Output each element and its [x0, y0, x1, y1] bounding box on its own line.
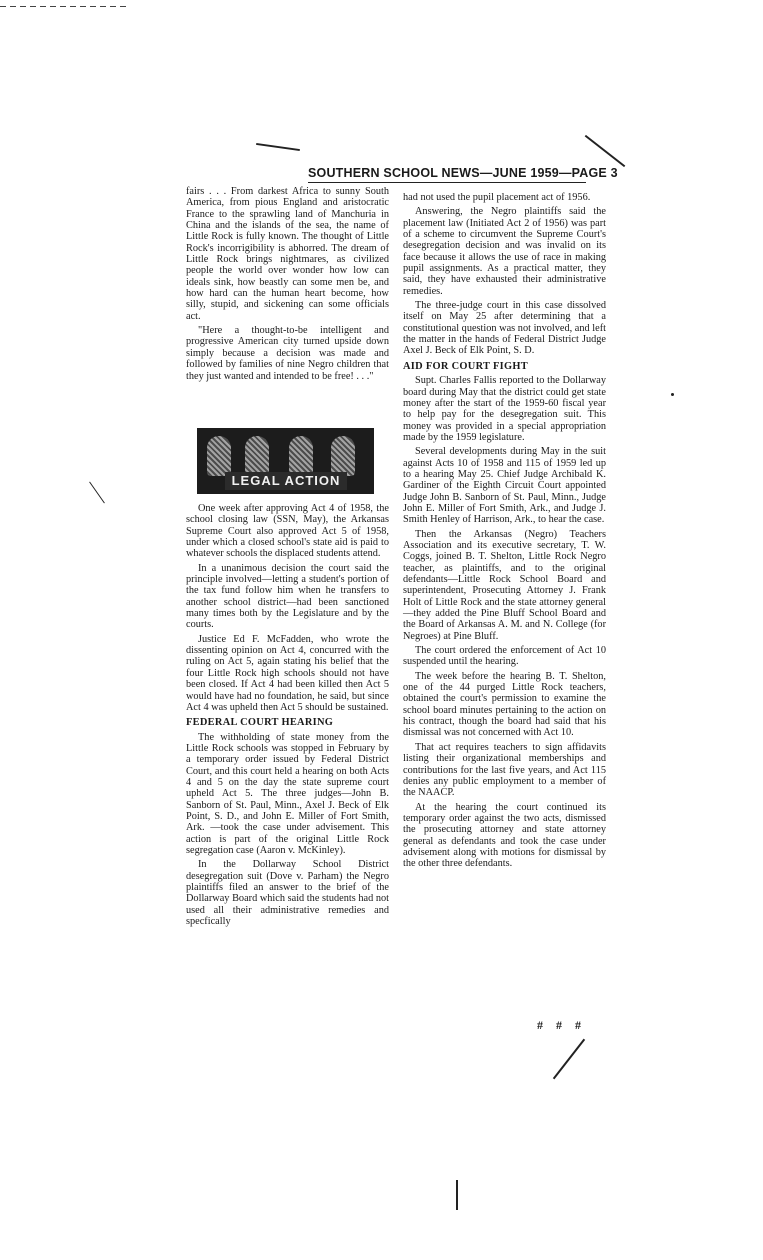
- banner-figure-1: [207, 436, 231, 476]
- article-paragraph: had not used the pupil placement act of 1956.: [403, 192, 591, 203]
- article-paragraph: Supt. Charles Fallis reported to the Dollarway board during May that the district could get state money after the start of the 1959-60 fiscal year to help pay for the desegregation suit. This money was provided in a special appropriation made by the 1959 legislature.: [403, 375, 606, 443]
- article-paragraph: In the Dollarway School District desegregation suit (Dove v. Parham) the Negro plaintiffs filed an answer to the brief of the Dollarway Board which said the students had not used all their administrative remedies and specfically: [186, 859, 389, 928]
- article-paragraph: At the hearing the court continued its temporary order against the two acts, dismissed the prosecuting attorney and state attorney general as defendants and took the case under advisement along with motions for dismissal by the other three defendants.: [403, 801, 606, 870]
- column-1-top: [186, 186, 389, 385]
- column-2: [403, 192, 606, 873]
- section-heading: AID FOR COURT FIGHT: [403, 360, 528, 372]
- article-paragraph: The three-judge court in this case dissolved itself on May 25 after determining that a constitutional question was not involved, and left the matter in the hands of Federal District Judge Axel J. Beck of Elk Point, S. D.: [403, 300, 606, 357]
- article-paragraph: Several developments during May in the suit against Acts 10 of 1958 and 115 of 1959 led up to a hearing May 25. Chief Judge Archibald K. Gardiner of the Eighth Circuit Court appointed Judge John B. Sanborn of St. Paul, Minn., Judge John E. Miller of Fort Smith, Ark., and Judge J. Smith Henley of Harrison, Ark., to hear the case.: [403, 446, 606, 526]
- page-header: SOUTHERN SCHOOL NEWS—JUNE 1959—PAGE 3: [308, 166, 586, 183]
- article-paragraph: "Here a thought-to-be intelligent and progressive American city turned upside down simply because a decision was made and followed by families of nine Negro children that they just wanted and intended to be free! . . .": [186, 325, 389, 382]
- section-heading: FEDERAL COURT HEARING: [186, 717, 334, 729]
- article-paragraph: The court ordered the enforcement of Act 10 suspended until the hearing.: [403, 645, 606, 668]
- scan-mark-bottom-glyph: [456, 1180, 458, 1210]
- legal-action-banner: [197, 428, 374, 494]
- banner-figure-2: [245, 436, 269, 476]
- scan-mark-left: [89, 482, 105, 504]
- article-paragraph: Justice Ed F. McFadden, who wrote the dissenting opinion on Act 4, concurred with the ruling on Act 5, again stating his belief that the four Little Rock high schools should not have been closed. If Act 4 had been killed then Act 5 would have had no foundation, he said, but since Act 4 was upheld then Act 5 should be sustained.: [186, 633, 389, 713]
- article-paragraph: One week after approving Act 4 of 1958, the school closing law (SSN, May), the Arkansas Supreme Court also approved Act 5 of 1958, under which a closed school's state aid is paid to whatever schools the displaced students attend.: [186, 503, 389, 560]
- scan-mark-dash: [256, 143, 300, 151]
- scan-mark-dot: [671, 393, 674, 396]
- column-1-bottom: [186, 503, 389, 930]
- banner-figure-4: [331, 436, 355, 476]
- article-paragraph: fairs . . . From darkest Africa to sunny South America, from pious England and aristocratic France to the sprawling land of Manchuria in China and the islands of the sea, the name of Little Rock is fully known. The thought of Little Rock's incorrigibility is abhorred. The dream of Little Rock brings nightmares, as civilized people the world over wonder how low can ideals sink, how beastly can some men be, and how hard can the human heart become, how silly, stupid, and sickening can some officials act.: [186, 186, 389, 322]
- banner-figure-3: [289, 436, 313, 476]
- scan-mark-top: [0, 6, 130, 7]
- end-mark: # # #: [537, 1018, 586, 1032]
- article-paragraph: In a unanimous decision the court said the principle involved—letting a student's portion of the tax fund follow him when he transfers to another school district—had been sanctioned many times both by the Legislature and by the courts.: [186, 562, 389, 631]
- banner-label: LEGAL ACTION: [225, 472, 347, 490]
- article-paragraph: The week before the hearing B. T. Shelton, one of the 44 purged Little Rock teachers, obtained the court's permission to examine the school board minutes pertaining to the action on his contract, though the board had said that his dismissal was not concerned with Act 10.: [403, 670, 606, 739]
- article-paragraph: That act requires teachers to sign affidavits listing their organizational memberships and contributions for the last five years, and Act 115 denies any public employment to a member of the NAACP.: [403, 741, 606, 799]
- article-paragraph: Answering, the Negro plaintiffs said the placement law (Initiated Act 2 of 1956) was part of a scheme to circumvent the Supreme Court's desegregation decision and was invalid on its face because it allows the use of race in making pupil assignments. As a practical matter, they said, they have exhausted their administrative remedies.: [403, 206, 606, 297]
- article-paragraph: The withholding of state money from the Little Rock schools was stopped in February by a temporary order issued by Federal District Court, and this court held a hearing on both Acts 4 and 5 on the day the state supreme court upheld Act 5. The three judges—John B. Sanborn of St. Paul, Minn., Axel J. Beck of Elk Point, S. D., and John E. Miller of Fort Smith, Ark. —took the case under advisement. This action is part of the original Little Rock segregation case (Aaron v. McKinley).: [186, 731, 389, 856]
- scan-mark-bottom-slash: [553, 1039, 585, 1080]
- scan-mark-slash: [585, 135, 626, 167]
- article-paragraph: Then the Arkansas (Negro) Teachers Association and its executive secretary, T. W. Coggs, joined B. T. Shelton, Little Rock Negro teacher, as plaintiffs, and to the original defendants—Little Rock School Board and superintendent, Prosecuting Attorney J. Frank Holt of Little Rock and the state attorney general—they added the Pine Bluff School Board and the Board of Arkansas A. M. and N. College (for Negroes) at Pine Bluff.: [403, 528, 606, 642]
